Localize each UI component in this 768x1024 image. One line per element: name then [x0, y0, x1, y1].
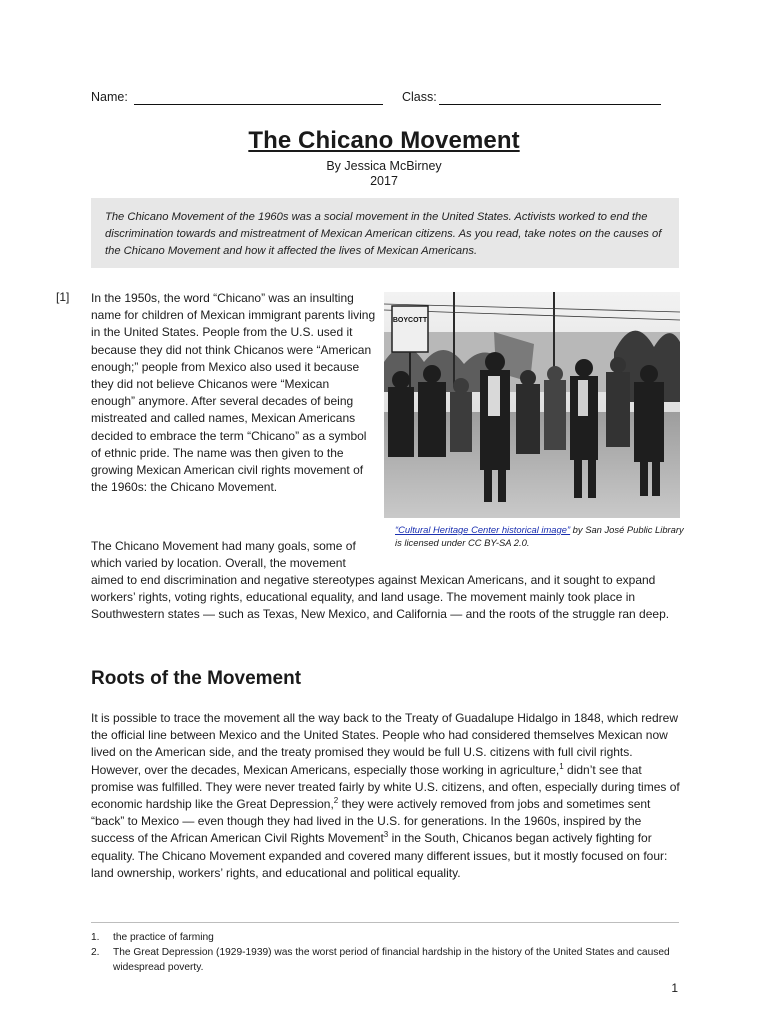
footnote-number: 2.: [91, 947, 100, 958]
protest-sign-text: BOYCOTT: [392, 317, 428, 324]
photo-caption: [395, 524, 685, 549]
intro-text: The Chicano Movement of the 1960s was a social movement in the United States. Activists worked to end the discrimination towards and mistreatment of Mexican American citizens. As you read, take notes on the causes of the Chicano Movement and how it affected the lives of Mexican Americans.: [105, 211, 662, 257]
section-heading: Roots of the Movement: [91, 668, 302, 689]
footnotes: [91, 930, 681, 975]
footnote-item: [91, 930, 681, 945]
footnote-text: the practice of farming: [113, 932, 214, 943]
protest-photo: [384, 292, 680, 518]
footnote-number: 1.: [91, 932, 100, 943]
page-number: 1: [671, 981, 678, 995]
footnote-item: [91, 945, 681, 975]
paragraph-3-part-3: they were actively removed from jobs and sometimes sent “back” to Mexico — even though they had lived in the U.S. for generations. In the 1960s, inspired by the success of the African American Civil Rights Movement: [91, 797, 651, 846]
name-field-line[interactable]: [134, 104, 383, 105]
paragraph-number: [1]: [56, 290, 70, 304]
name-label: Name:: [91, 90, 128, 104]
intro-box: [91, 198, 679, 268]
paragraph-3-part-1: It is possible to trace the movement all the way back to the Treaty of Guadalupe Hidalgo in 1848, which redrew the official line between Mexico and the United States. People who had considered themselves Mexican now lived on the American side, and the treaty promised they would be full U.S. citizens with full civil rights. However, over the decades, Mexican Americans, especially those working in agriculture,: [91, 711, 678, 777]
footnote-ref-2[interactable]: 2: [333, 796, 339, 806]
footnote-ref-3[interactable]: 3: [383, 830, 389, 840]
footnote-text: The Great Depression (1929-1939) was the worst period of financial hardship in the history of the United States and caused widespread poverty.: [113, 947, 670, 973]
footnote-divider: [91, 922, 679, 923]
paragraph-2-start: The Chicano Movement had many goals, some of which varied by location. Overall, the movement: [91, 539, 356, 571]
paragraph-2-rest: aimed to end discrimination and negative stereotypes against Mexican Americans, and it sought to expand workers’ rights, voting rights, educational equality, and land usage. The movement mainly took place in Southwestern states — such as Texas, New Mexico, and California — and the roots of the struggle ran deep.: [91, 573, 670, 622]
footnote-ref-1[interactable]: 1: [559, 761, 564, 771]
paragraph-3-part-2: didn’t see that promise was fulfilled. They were never treated fairly by white U.S. citizens, and often, especially during times of economic hardship like the Great Depression,: [91, 762, 680, 812]
protest-photo-illustration: [384, 292, 680, 518]
paragraph-3: [91, 710, 683, 882]
class-field-line[interactable]: [439, 104, 661, 105]
class-label: Class:: [402, 90, 437, 104]
photo-caption-text: by San José Public Library is licensed under CC BY-SA 2.0.: [395, 524, 684, 548]
paragraph-1: In the 1950s, the word “Chicano” was an insulting name for children of Mexican immigrant parents living in the United States. People from the U.S. used it because they did not think Chicanos were “American enough;” people from Mexico also used it because they did not believe Chicanos were “Mexican enough” anymore. After several decades of being mistreated and called names, Mexican Americans decided to embrace the term “Chicano” as a symbol of ethnic pride. The name was then given to the growing Mexican American civil rights movement of the 1960s: the Chicano Movement.: [91, 291, 376, 495]
paragraph-3-part-4: in the South, Chicanos began actively fighting for equality. The Chicano Movement expanded and covered many different issues, but it mostly focused on four: land ownership, workers’ rights, and educational and political equality.: [91, 831, 668, 880]
photo-caption-link[interactable]: “Cultural Heritage Center historical image”: [395, 524, 571, 535]
page-title: The Chicano Movement: [248, 127, 520, 154]
author-line: By Jessica McBirney: [326, 159, 442, 173]
publication-year: 2017: [370, 174, 398, 188]
